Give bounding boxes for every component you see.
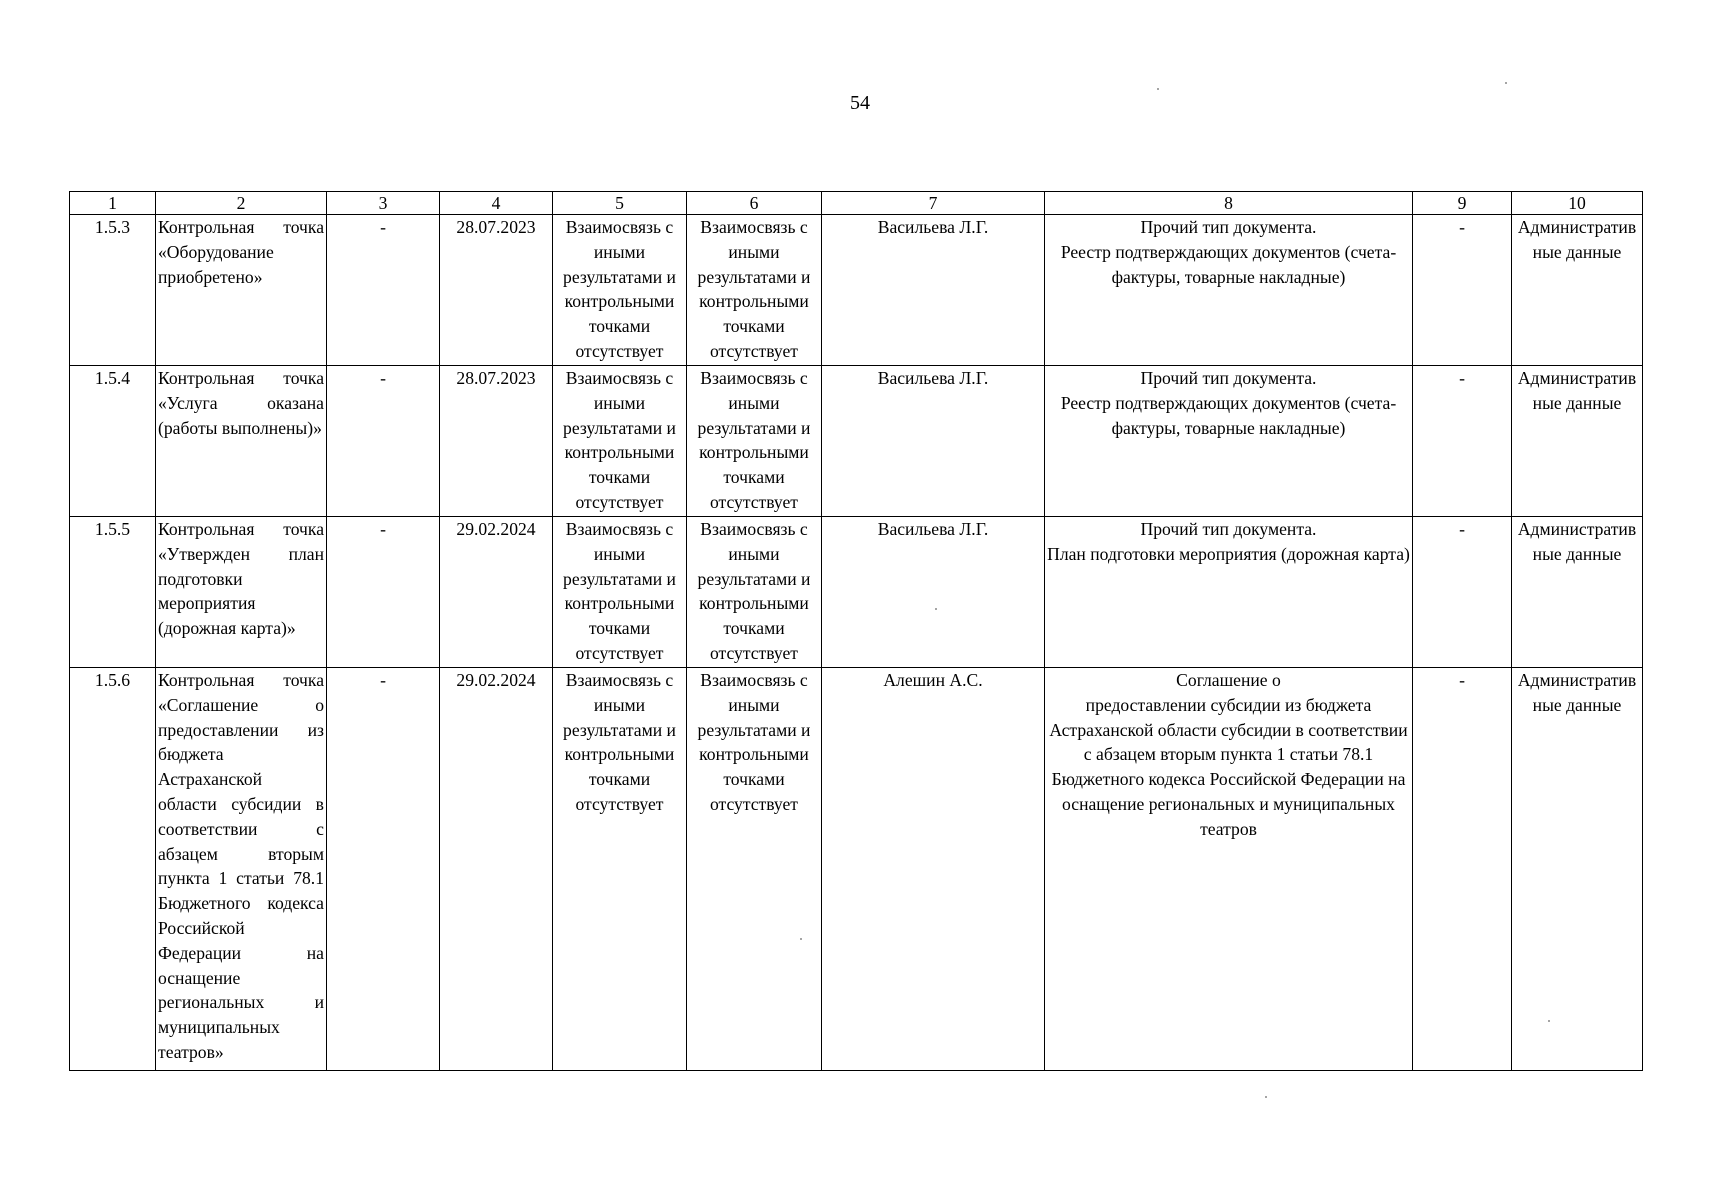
control-points-table [69, 191, 1643, 1071]
date-value: 29.02.2024 [440, 668, 553, 1071]
responsible-person: Васильева Л.Г. [822, 517, 1045, 668]
header-cell: 8 [1045, 192, 1413, 215]
document-cell [1045, 517, 1413, 668]
date-value: 28.07.2023 [440, 366, 553, 517]
data-source: Административные данные [1512, 668, 1643, 1071]
relation-text: Взаимосвязь с иными результатами и контрольными точками отсутствует [687, 215, 822, 366]
table-row [70, 366, 1643, 517]
relation-text: Взаимосвязь с иными результатами и контрольными точками отсутствует [553, 215, 687, 366]
header-cell: 6 [687, 192, 822, 215]
scan-speck [1505, 82, 1507, 84]
scan-speck [1157, 88, 1159, 90]
col3-value: - [327, 215, 440, 366]
header-cell: 5 [553, 192, 687, 215]
col9-value: - [1413, 215, 1512, 366]
col3-value: - [327, 517, 440, 668]
document-name: План подготовки мероприятия (дорожная карта) [1047, 543, 1410, 564]
document-cell [1045, 366, 1413, 517]
data-source: Административные данные [1512, 517, 1643, 668]
document-name: предоставлении субсидии из бюджета Астраханской области субсидии в соответствии с абзацем вторым пункта 1 статьи 78.1 Бюджетного кодекса Российской Федерации на оснащение региональных и муниципальных театров [1049, 694, 1408, 839]
relation-text: Взаимосвязь с иными результатами и контрольными точками отсутствует [553, 366, 687, 517]
col3-value: - [327, 668, 440, 1071]
header-cell: 2 [156, 192, 327, 215]
document-cell [1045, 668, 1413, 1071]
relation-text: Взаимосвязь с иными результатами и контрольными точками отсутствует [687, 366, 822, 517]
header-row [70, 192, 1643, 215]
row-number: 1.5.5 [70, 517, 156, 668]
document-type: Прочий тип документа. [1140, 519, 1317, 539]
relation-text: Взаимосвязь с иными результатами и контрольными точками отсутствует [687, 517, 822, 668]
scan-speck [1265, 1096, 1267, 1098]
date-value: 29.02.2024 [440, 517, 553, 668]
col9-value: - [1413, 366, 1512, 517]
col3-value: - [327, 366, 440, 517]
relation-text: Взаимосвязь с иными результатами и контрольными точками отсутствует [553, 517, 687, 668]
table-row [70, 668, 1643, 1071]
document-name: Реестр подтверждающих документов (счета-фактуры, товарные накладные) [1060, 241, 1397, 287]
scan-speck [935, 608, 937, 610]
document-cell [1045, 215, 1413, 366]
responsible-person: Васильева Л.Г. [822, 215, 1045, 366]
control-point-name: Контрольная точка «Услуга оказана (работы выполнены)» [156, 366, 327, 517]
header-cell: 7 [822, 192, 1045, 215]
document-type: Прочий тип документа. [1140, 217, 1317, 237]
col9-value: - [1413, 668, 1512, 1071]
data-source: Административные данные [1512, 366, 1643, 517]
header-cell: 3 [327, 192, 440, 215]
header-cell: 4 [440, 192, 553, 215]
data-source: Административные данные [1512, 215, 1643, 366]
relation-text: Взаимосвязь с иными результатами и контрольными точками отсутствует [553, 668, 687, 1071]
control-point-name: Контрольная точка «Утвержден план подготовки мероприятия (дорожная карта)» [156, 517, 327, 668]
page-number: 54 [850, 92, 870, 114]
responsible-person: Васильева Л.Г. [822, 366, 1045, 517]
document-type: Соглашение о [1176, 670, 1281, 690]
header-cell: 1 [70, 192, 156, 215]
row-number: 1.5.6 [70, 668, 156, 1071]
scan-speck [1548, 1020, 1550, 1022]
header-cell: 9 [1413, 192, 1512, 215]
control-point-name: Контрольная точка «Соглашение о предоставлении из бюджета Астраханской области субсидии в соответствии с абзацем вторым пункта 1 статьи 78.1 Бюджетного кодекса Российской Федерации на оснащение региональных и муниципальных театров» [156, 668, 327, 1071]
row-number: 1.5.4 [70, 366, 156, 517]
header-cell: 10 [1512, 192, 1643, 215]
document-name: Реестр подтверждающих документов (счета-фактуры, товарные накладные) [1060, 392, 1397, 438]
table-row [70, 517, 1643, 668]
scan-speck [800, 938, 802, 940]
row-number: 1.5.3 [70, 215, 156, 366]
control-point-name: Контрольная точка «Оборудование приобретено» [156, 215, 327, 366]
date-value: 28.07.2023 [440, 215, 553, 366]
col9-value: - [1413, 517, 1512, 668]
document-type: Прочий тип документа. [1140, 368, 1317, 388]
table-row [70, 215, 1643, 366]
relation-text: Взаимосвязь с иными результатами и контрольными точками отсутствует [687, 668, 822, 1071]
responsible-person: Алешин А.С. [822, 668, 1045, 1071]
